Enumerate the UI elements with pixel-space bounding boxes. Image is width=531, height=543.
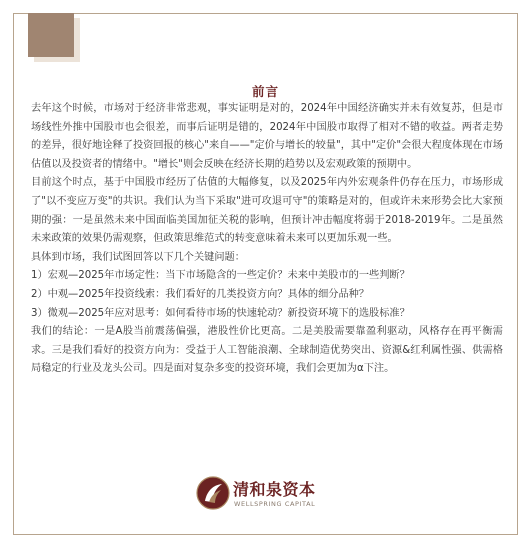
wellspring-logo-icon xyxy=(195,475,231,511)
paragraph-questions-intro: 具体到市场，我们试图回答以下几个关键问题： xyxy=(31,251,245,263)
corner-decoration xyxy=(28,13,74,57)
article-body xyxy=(31,100,503,379)
paragraph-intro: 去年这个时候，市场对于经济非常悲观，事实证明是对的，2024年中国经济确实并未有效复苏，但是市场线性外推中国股市也会很差，而事后证明是错的，2024年中国股市取得了相对不错的收益。两者走势的差异，很好地诠释了投资回报的核心"来自——"定价与增长的较量"，其中"定价"会很大程度体现在市场估值以及投资者的情绪中。"增长"则会反映在经济长期的趋势以及宏观政策的预期中。 xyxy=(31,103,503,170)
paragraph-conclusion: 我们的结论：一是A股当前震荡偏强，港股性价比更高。二是美股需要靠盈利驱动，风格存在再平衡需求。三是我们看好的投资方向为：受益于人工智能浪潮、全球制造优势突出、资源&红利属性强、供需格局稳定的行业及龙头公司。四是面对复杂多变的投资环境，我们会更加为α下注。 xyxy=(31,326,503,375)
company-logo xyxy=(195,473,345,519)
question-meso: 2）中观—2025年投资线索：我们看好的几类投资方向？具体的细分品种？ xyxy=(31,288,370,300)
company-name-en: WELLSPRING CAPITAL xyxy=(234,500,316,508)
question-macro: 1）宏观—2025年市场定性：当下市场隐含的一些定价？未来中美股市的一些判断？ xyxy=(31,270,410,282)
page-title: 前言 xyxy=(251,84,279,99)
question-micro: 3）微观—2025年应对思考：如何看待市场的快速轮动？新投资环境下的选股标准？ xyxy=(31,307,410,319)
paragraph-outlook: 目前这个时点，基于中国股市经历了估值的大幅修复，以及2025年内外宏观条件仍存在压力，市场形成了"以不变应万变"的共识。我们认为当下采取"进可攻退可守"的策略是对的，但或许未来形势会比大家预期的强：一是虽然未来中国面临美国加征关税的影响，但预计冲击幅度将弱于2018-2019年。二是虽然未来政策的效果仍需观察，但政策思维范式的转变意味着未来可以更加乐观一些。 xyxy=(31,177,503,245)
company-name-cn: 清和泉资本 xyxy=(233,480,316,499)
